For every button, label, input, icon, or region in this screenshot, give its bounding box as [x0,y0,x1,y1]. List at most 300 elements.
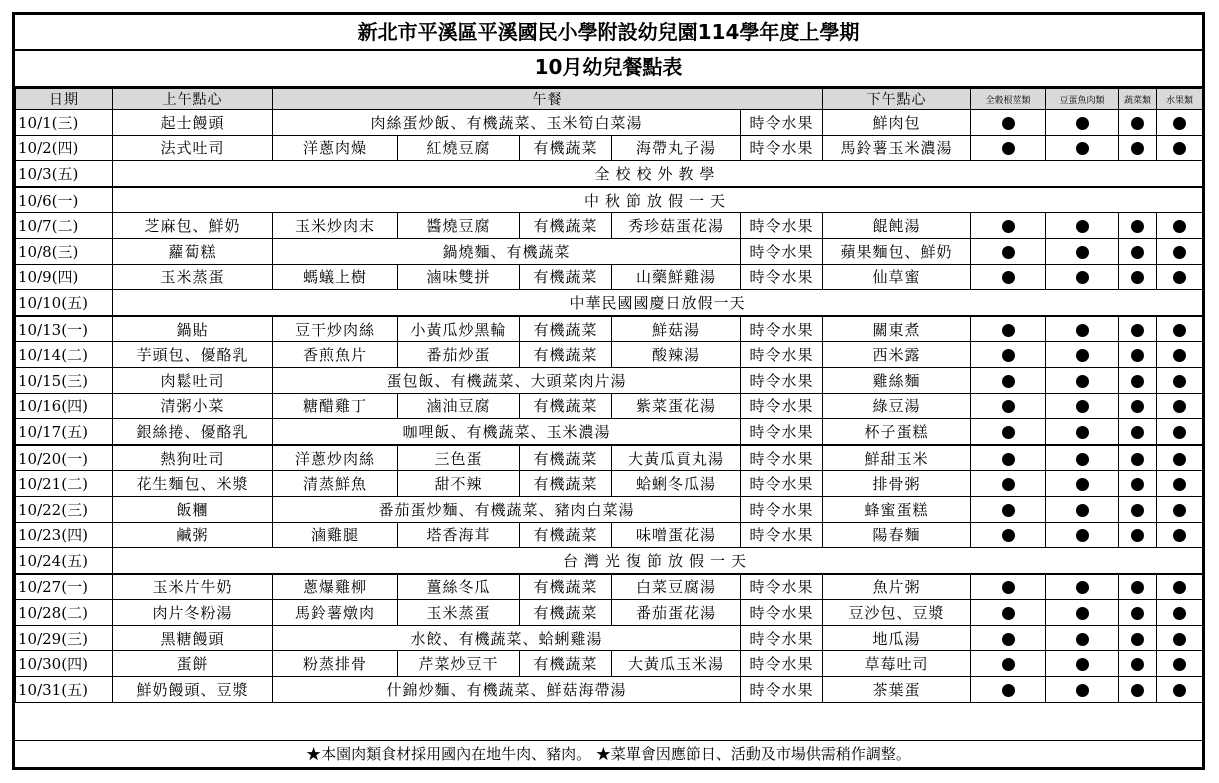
lunch-item-cell: 海帶丸子湯 [612,135,741,161]
grains-check-cell [971,213,1046,239]
protein-check-cell [1046,342,1119,368]
lunch-item-cell: 山藥鮮雞湯 [612,264,741,290]
lunch-item-cell: 紅燒豆腐 [398,135,520,161]
lunch-cell: 番茄蛋炒麵、有機蔬菜、豬肉白菜湯 [273,496,741,522]
veg-check-cell [1119,135,1157,161]
grains-check-cell [971,471,1046,497]
morning-snack-cell: 銀絲捲、優酪乳 [113,419,273,445]
morning-snack-cell: 蛋餅 [113,651,273,677]
filled-dot-icon [1131,400,1144,413]
veg-check-cell [1119,574,1157,600]
fruit-check-cell [1157,496,1203,522]
protein-check-cell [1046,445,1119,471]
grains-check-cell [971,496,1046,522]
fruit-cell: 時令水果 [741,600,823,626]
filled-dot-icon [1076,478,1089,491]
lunch-item-cell: 有機蔬菜 [520,342,612,368]
morning-snack-cell: 黑糖饅頭 [113,625,273,651]
filled-dot-icon [1076,529,1089,542]
protein-check-cell [1046,574,1119,600]
event-cell: 中華民國國慶日放假一天 [113,290,1203,316]
lunch-cell: 什錦炒麵、有機蔬菜、鮮菇海帶湯 [273,677,741,703]
morning-snack-cell: 玉米片牛奶 [113,574,273,600]
filled-dot-icon [1002,349,1015,362]
filled-dot-icon [1002,607,1015,620]
fruit-check-cell [1157,600,1203,626]
table-row [16,316,1203,342]
morning-snack-cell: 鹹粥 [113,522,273,548]
date-cell: 10/31(五) [16,677,113,703]
filled-dot-icon [1173,658,1186,671]
filled-dot-icon [1076,246,1089,259]
fruit-check-cell [1157,445,1203,471]
filled-dot-icon [1002,633,1015,646]
fruit-check-cell [1157,651,1203,677]
date-cell: 10/9(四) [16,264,113,290]
fruit-check-cell [1157,367,1203,393]
lunch-item-cell: 有機蔬菜 [520,393,612,419]
afternoon-snack-cell: 馬鈴薯玉米濃湯 [823,135,971,161]
morning-snack-cell: 熱狗吐司 [113,445,273,471]
veg-check-cell [1119,393,1157,419]
fruit-cell: 時令水果 [741,264,823,290]
table-row [16,625,1203,651]
lunch-item-cell: 小黃瓜炒黑輪 [398,316,520,342]
filled-dot-icon [1076,581,1089,594]
lunch-item-cell: 有機蔬菜 [520,316,612,342]
table-row [16,393,1203,419]
lunch-item-cell: 滷油豆腐 [398,393,520,419]
fruit-cell: 時令水果 [741,419,823,445]
lunch-item-cell: 粉蒸排骨 [273,651,398,677]
date-cell: 10/29(三) [16,625,113,651]
veg-check-cell [1119,651,1157,677]
lunch-item-cell: 滷雞腿 [273,522,398,548]
filled-dot-icon [1173,375,1186,388]
filled-dot-icon [1076,426,1089,439]
filled-dot-icon [1076,271,1089,284]
grains-check-cell [971,574,1046,600]
table-row [16,161,1203,187]
date-cell: 10/10(五) [16,290,113,316]
date-cell: 10/30(四) [16,651,113,677]
grains-check-cell [971,445,1046,471]
filled-dot-icon [1076,142,1089,155]
date-cell: 10/21(二) [16,471,113,497]
filled-dot-icon [1002,684,1015,697]
event-cell: 台灣光復節放假一天 [113,548,1203,574]
filled-dot-icon [1076,375,1089,388]
protein-check-cell [1046,110,1119,136]
lunch-item-cell: 鮮菇湯 [612,316,741,342]
filled-dot-icon [1131,142,1144,155]
afternoon-snack-cell: 鮮甜玉米 [823,445,971,471]
filled-dot-icon [1002,453,1015,466]
afternoon-snack-cell: 西米露 [823,342,971,368]
veg-check-cell [1119,238,1157,264]
date-cell: 10/27(一) [16,574,113,600]
afternoon-snack-cell: 蘋果麵包、鮮奶 [823,238,971,264]
afternoon-snack-cell: 關東煮 [823,316,971,342]
lunch-item-cell: 三色蛋 [398,445,520,471]
morning-snack-cell: 飯糰 [113,496,273,522]
protein-check-cell [1046,419,1119,445]
header-afternoon: 下午點心 [823,89,971,110]
lunch-item-cell: 塔香海茸 [398,522,520,548]
grains-check-cell [971,238,1046,264]
fruit-cell: 時令水果 [741,393,823,419]
date-cell: 10/6(一) [16,187,113,213]
table-row [16,574,1203,600]
filled-dot-icon [1076,117,1089,130]
grains-check-cell [971,367,1046,393]
fruit-check-cell [1157,342,1203,368]
table-row [16,651,1203,677]
date-cell: 10/17(五) [16,419,113,445]
filled-dot-icon [1002,426,1015,439]
lunch-item-cell: 有機蔬菜 [520,213,612,239]
afternoon-snack-cell: 茶葉蛋 [823,677,971,703]
filled-dot-icon [1076,324,1089,337]
protein-check-cell [1046,651,1119,677]
fruit-cell: 時令水果 [741,367,823,393]
filled-dot-icon [1131,504,1144,517]
fruit-cell: 時令水果 [741,342,823,368]
veg-check-cell [1119,419,1157,445]
lunch-item-cell: 白菜豆腐湯 [612,574,741,600]
veg-check-cell [1119,522,1157,548]
filled-dot-icon [1076,220,1089,233]
afternoon-snack-cell: 綠豆湯 [823,393,971,419]
table-row [16,496,1203,522]
lunch-item-cell: 紫菜蛋花湯 [612,393,741,419]
lunch-item-cell: 有機蔬菜 [520,574,612,600]
fruit-check-cell [1157,213,1203,239]
fruit-check-cell [1157,574,1203,600]
protein-check-cell [1046,135,1119,161]
filled-dot-icon [1131,271,1144,284]
lunch-item-cell: 有機蔬菜 [520,651,612,677]
table-row [16,264,1203,290]
afternoon-snack-cell: 蜂蜜蛋糕 [823,496,971,522]
lunch-item-cell: 有機蔬菜 [520,522,612,548]
filled-dot-icon [1131,117,1144,130]
lunch-cell: 水餃、有機蔬菜、蛤蜊雞湯 [273,625,741,651]
filled-dot-icon [1173,607,1186,620]
grains-check-cell [971,110,1046,136]
filled-dot-icon [1131,453,1144,466]
filled-dot-icon [1002,220,1015,233]
fruit-cell: 時令水果 [741,445,823,471]
protein-check-cell [1046,213,1119,239]
afternoon-snack-cell: 地瓜湯 [823,625,971,651]
table-row [16,213,1203,239]
lunch-item-cell: 芹菜炒豆干 [398,651,520,677]
filled-dot-icon [1131,426,1144,439]
grains-check-cell [971,600,1046,626]
table-row [16,342,1203,368]
filled-dot-icon [1173,633,1186,646]
lunch-item-cell: 番茄炒蛋 [398,342,520,368]
header-morning: 上午點心 [113,89,273,110]
table-row [16,238,1203,264]
filled-dot-icon [1173,478,1186,491]
filled-dot-icon [1131,220,1144,233]
morning-snack-cell: 芝麻包、鮮奶 [113,213,273,239]
grains-check-cell [971,393,1046,419]
afternoon-snack-cell: 魚片粥 [823,574,971,600]
protein-check-cell [1046,471,1119,497]
table-row [16,445,1203,471]
fruit-cell: 時令水果 [741,522,823,548]
footer-note: ★本園肉類食材採用國內在地牛肉、豬肉。 ★菜單會因應節日、活動及市場供需稍作調整。 [15,740,1202,767]
afternoon-snack-cell: 陽春麵 [823,522,971,548]
event-cell: 中秋節放假一天 [113,187,1203,213]
morning-snack-cell: 起士饅頭 [113,110,273,136]
date-cell: 10/2(四) [16,135,113,161]
protein-check-cell [1046,522,1119,548]
lunch-item-cell: 番茄蛋花湯 [612,600,741,626]
header-date: 日期 [16,89,113,110]
lunch-item-cell: 有機蔬菜 [520,264,612,290]
table-row [16,187,1203,213]
grains-check-cell [971,522,1046,548]
veg-check-cell [1119,264,1157,290]
filled-dot-icon [1076,607,1089,620]
filled-dot-icon [1076,658,1089,671]
fruit-check-cell [1157,238,1203,264]
morning-snack-cell: 鮮奶饅頭、豆漿 [113,677,273,703]
meal-table [15,88,1203,703]
fruit-cell: 時令水果 [741,574,823,600]
table-row [16,110,1203,136]
header-row [16,89,1203,110]
filled-dot-icon [1131,581,1144,594]
protein-check-cell [1046,625,1119,651]
filled-dot-icon [1002,271,1015,284]
filled-dot-icon [1173,324,1186,337]
filled-dot-icon [1131,478,1144,491]
afternoon-snack-cell: 豆沙包、豆漿 [823,600,971,626]
morning-snack-cell: 鍋貼 [113,316,273,342]
fruit-cell: 時令水果 [741,625,823,651]
header-protein: 豆蛋魚肉類 [1046,89,1119,110]
filled-dot-icon [1173,581,1186,594]
lunch-item-cell: 滷味雙拼 [398,264,520,290]
morning-snack-cell: 法式吐司 [113,135,273,161]
date-cell: 10/22(三) [16,496,113,522]
date-cell: 10/15(三) [16,367,113,393]
filled-dot-icon [1076,400,1089,413]
date-cell: 10/24(五) [16,548,113,574]
date-cell: 10/28(二) [16,600,113,626]
date-cell: 10/20(一) [16,445,113,471]
lunch-item-cell: 洋蔥炒肉絲 [273,445,398,471]
fruit-check-cell [1157,419,1203,445]
table-row [16,600,1203,626]
table-row [16,135,1203,161]
date-cell: 10/8(三) [16,238,113,264]
fruit-check-cell [1157,471,1203,497]
filled-dot-icon [1173,684,1186,697]
menu-sheet [12,12,1205,770]
morning-snack-cell: 芋頭包、優酪乳 [113,342,273,368]
filled-dot-icon [1076,633,1089,646]
filled-dot-icon [1002,142,1015,155]
lunch-item-cell: 豆干炒肉絲 [273,316,398,342]
lunch-item-cell: 香煎魚片 [273,342,398,368]
table-row [16,367,1203,393]
table-row [16,419,1203,445]
lunch-item-cell: 薑絲冬瓜 [398,574,520,600]
filled-dot-icon [1131,375,1144,388]
filled-dot-icon [1002,504,1015,517]
fruit-check-cell [1157,677,1203,703]
filled-dot-icon [1002,529,1015,542]
veg-check-cell [1119,316,1157,342]
fruit-cell: 時令水果 [741,135,823,161]
lunch-item-cell: 味噌蛋花湯 [612,522,741,548]
filled-dot-icon [1173,400,1186,413]
filled-dot-icon [1131,324,1144,337]
protein-check-cell [1046,367,1119,393]
date-cell: 10/14(二) [16,342,113,368]
header-veg: 蔬菜類 [1119,89,1157,110]
lunch-cell: 肉絲蛋炒飯、有機蔬菜、玉米筍白菜湯 [273,110,741,136]
filled-dot-icon [1173,349,1186,362]
filled-dot-icon [1173,529,1186,542]
filled-dot-icon [1173,453,1186,466]
grains-check-cell [971,316,1046,342]
afternoon-snack-cell: 仙草蜜 [823,264,971,290]
lunch-cell: 鍋燒麵、有機蔬菜 [273,238,741,264]
filled-dot-icon [1173,117,1186,130]
header-grains: 全穀根莖類 [971,89,1046,110]
fruit-cell: 時令水果 [741,677,823,703]
protein-check-cell [1046,393,1119,419]
fruit-check-cell [1157,522,1203,548]
table-row [16,471,1203,497]
filled-dot-icon [1131,529,1144,542]
morning-snack-cell: 肉鬆吐司 [113,367,273,393]
header-lunch: 午餐 [273,89,823,110]
veg-check-cell [1119,496,1157,522]
veg-check-cell [1119,445,1157,471]
filled-dot-icon [1131,658,1144,671]
date-cell: 10/3(五) [16,161,113,187]
filled-dot-icon [1131,633,1144,646]
fruit-cell: 時令水果 [741,238,823,264]
lunch-cell: 蛋包飯、有機蔬菜、大頭菜肉片湯 [273,367,741,393]
lunch-item-cell: 玉米炒肉末 [273,213,398,239]
event-cell: 全校校外教學 [113,161,1203,187]
date-cell: 10/1(三) [16,110,113,136]
filled-dot-icon [1002,400,1015,413]
veg-check-cell [1119,600,1157,626]
date-cell: 10/7(二) [16,213,113,239]
filled-dot-icon [1173,220,1186,233]
header-fruit: 水果類 [1157,89,1203,110]
grains-check-cell [971,651,1046,677]
lunch-item-cell: 洋蔥肉燥 [273,135,398,161]
fruit-check-cell [1157,264,1203,290]
protein-check-cell [1046,600,1119,626]
lunch-item-cell: 大黃瓜玉米湯 [612,651,741,677]
veg-check-cell [1119,213,1157,239]
fruit-cell: 時令水果 [741,471,823,497]
lunch-item-cell: 甜不辣 [398,471,520,497]
lunch-item-cell: 有機蔬菜 [520,135,612,161]
lunch-item-cell: 酸辣湯 [612,342,741,368]
grains-check-cell [971,419,1046,445]
filled-dot-icon [1076,684,1089,697]
lunch-item-cell: 有機蔬菜 [520,600,612,626]
grains-check-cell [971,342,1046,368]
fruit-check-cell [1157,316,1203,342]
filled-dot-icon [1173,504,1186,517]
morning-snack-cell: 清粥小菜 [113,393,273,419]
lunch-item-cell: 有機蔬菜 [520,445,612,471]
filled-dot-icon [1131,684,1144,697]
filled-dot-icon [1131,246,1144,259]
lunch-item-cell: 清蒸鮮魚 [273,471,398,497]
filled-dot-icon [1002,375,1015,388]
table-body [16,110,1203,703]
morning-snack-cell: 蘿蔔糕 [113,238,273,264]
fruit-check-cell [1157,110,1203,136]
morning-snack-cell: 花生麵包、米漿 [113,471,273,497]
veg-check-cell [1119,471,1157,497]
lunch-item-cell: 玉米蒸蛋 [398,600,520,626]
grains-check-cell [971,135,1046,161]
veg-check-cell [1119,367,1157,393]
filled-dot-icon [1173,271,1186,284]
afternoon-snack-cell: 鮮肉包 [823,110,971,136]
fruit-cell: 時令水果 [741,316,823,342]
filled-dot-icon [1131,607,1144,620]
lunch-item-cell: 大黃瓜貢丸湯 [612,445,741,471]
filled-dot-icon [1076,504,1089,517]
filled-dot-icon [1173,142,1186,155]
morning-snack-cell: 玉米蒸蛋 [113,264,273,290]
veg-check-cell [1119,110,1157,136]
lunch-item-cell: 螞蟻上樹 [273,264,398,290]
grains-check-cell [971,625,1046,651]
afternoon-snack-cell: 雞絲麵 [823,367,971,393]
filled-dot-icon [1002,658,1015,671]
fruit-cell: 時令水果 [741,213,823,239]
grains-check-cell [971,677,1046,703]
protein-check-cell [1046,316,1119,342]
protein-check-cell [1046,264,1119,290]
afternoon-snack-cell: 杯子蛋糕 [823,419,971,445]
lunch-item-cell: 蔥爆雞柳 [273,574,398,600]
filled-dot-icon [1002,478,1015,491]
filled-dot-icon [1076,453,1089,466]
filled-dot-icon [1002,117,1015,130]
date-cell: 10/16(四) [16,393,113,419]
fruit-check-cell [1157,135,1203,161]
table-row [16,677,1203,703]
date-cell: 10/23(四) [16,522,113,548]
fruit-cell: 時令水果 [741,651,823,677]
afternoon-snack-cell: 餛飩湯 [823,213,971,239]
table-row [16,290,1203,316]
page-subtitle: 10月幼兒餐點表 [534,55,683,79]
morning-snack-cell: 肉片冬粉湯 [113,600,273,626]
veg-check-cell [1119,625,1157,651]
lunch-cell: 咖哩飯、有機蔬菜、玉米濃湯 [273,419,741,445]
